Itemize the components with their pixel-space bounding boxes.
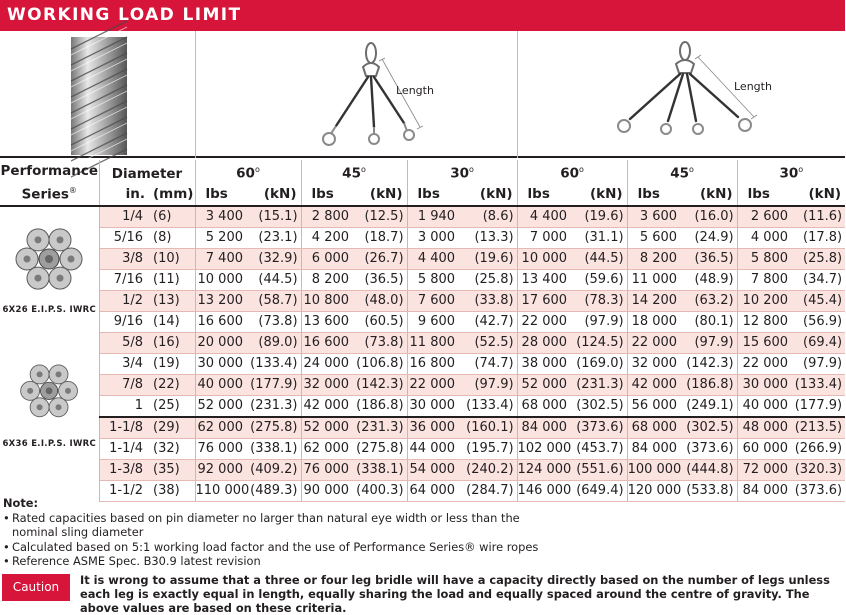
diameter-mm: (13) (149, 290, 195, 311)
table-row (0, 206, 845, 228)
table-row (0, 227, 845, 248)
table-row (0, 269, 845, 290)
load-lbs: 22 000 (737, 353, 794, 374)
load-kn: (33.8) (461, 290, 517, 311)
diameter-mm: (19) (149, 353, 195, 374)
kn-header: (kN) (355, 184, 407, 206)
load-lbs: 100 000 (627, 459, 683, 480)
load-lbs: 17 600 (517, 290, 573, 311)
table-row (0, 438, 845, 459)
load-kn: (195.7) (461, 438, 517, 459)
table-row (0, 417, 845, 439)
load-kn: (73.8) (355, 332, 407, 353)
load-lbs: 13 200 (195, 290, 249, 311)
notes-section (3, 496, 843, 569)
load-kn: (97.9) (794, 353, 845, 374)
load-kn: (74.7) (461, 353, 517, 374)
diameter-mm: (10) (149, 248, 195, 269)
load-kn: (36.5) (355, 269, 407, 290)
load-lbs: 90 000 (301, 480, 355, 501)
load-kn: (266.9) (794, 438, 845, 459)
load-lbs: 24 000 (301, 353, 355, 374)
load-kn: (45.4) (794, 290, 845, 311)
load-lbs: 48 000 (737, 417, 794, 439)
load-kn: (169.0) (573, 353, 627, 374)
four-leg-bridle-diagram (517, 31, 845, 158)
angle-header-30-three-leg: 30$^o$ (407, 160, 517, 184)
table-row (0, 353, 845, 374)
load-kn: (17.8) (794, 227, 845, 248)
wire-rope-image (0, 31, 195, 158)
lbs-header: lbs (195, 184, 249, 206)
load-lbs: 28 000 (517, 332, 573, 353)
kn-header: (kN) (461, 184, 517, 206)
load-kn: (19.6) (461, 248, 517, 269)
load-kn: (444.8) (683, 459, 737, 480)
load-lbs: 4 000 (737, 227, 794, 248)
diameter-mm: (8) (149, 227, 195, 248)
load-kn: (160.1) (461, 417, 517, 439)
load-kn: (25.8) (461, 269, 517, 290)
load-kn: (409.2) (249, 459, 301, 480)
inch-header: in. (99, 184, 149, 206)
load-kn: (44.5) (573, 248, 627, 269)
load-lbs: 3 000 (407, 227, 461, 248)
load-kn: (44.5) (249, 269, 301, 290)
load-lbs: 7 400 (195, 248, 249, 269)
load-lbs: 4 400 (407, 248, 461, 269)
load-lbs: 12 800 (737, 311, 794, 332)
table-body (0, 206, 845, 502)
diameter-inch: 5/8 (99, 332, 149, 353)
load-kn: (124.5) (573, 332, 627, 353)
table-row (0, 459, 845, 480)
load-lbs: 102 000 (517, 438, 573, 459)
load-lbs: 5 600 (627, 227, 683, 248)
diameter-inch: 1-1/2 (99, 480, 149, 501)
load-kn: (34.7) (794, 269, 845, 290)
performance-series-header: Performance Series® (0, 160, 99, 206)
load-kn: (25.8) (794, 248, 845, 269)
table-row (0, 332, 845, 353)
note-item: • Rated capacities based on pin diameter no larger than natural eye width or less than the nominal sling diameter (3, 511, 559, 540)
load-kn: (97.9) (461, 374, 517, 395)
load-lbs: 30 000 (737, 374, 794, 395)
table-row (0, 374, 845, 395)
load-kn: (69.4) (794, 332, 845, 353)
wire-rope-illustration (0, 31, 195, 158)
rope-type-label: 6X26 E.I.P.S. IWRC (2, 304, 97, 315)
load-lbs: 14 200 (627, 290, 683, 311)
rope-type-label: 6X36 E.I.P.S. IWRC (2, 439, 97, 449)
table-row (0, 290, 845, 311)
diameter-inch: 3/8 (99, 248, 149, 269)
load-kn: (533.8) (683, 480, 737, 501)
diameter-inch: 1-1/8 (99, 417, 149, 439)
load-lbs: 54 000 (407, 459, 461, 480)
caution-badge: Caution (2, 574, 70, 601)
lbs-header: lbs (737, 184, 794, 206)
diameter-mm: (22) (149, 374, 195, 395)
load-lbs: 10 800 (301, 290, 355, 311)
diameter-mm: (11) (149, 269, 195, 290)
load-lbs: 36 000 (407, 417, 461, 439)
load-kn: (63.2) (683, 290, 737, 311)
diameter-inch: 1 (99, 395, 149, 417)
rope-type-6x36 (0, 353, 99, 501)
load-lbs: 146 000 (517, 480, 573, 501)
load-kn: (275.8) (249, 417, 301, 439)
lbs-header: lbs (517, 184, 573, 206)
load-lbs: 18 000 (627, 311, 683, 332)
load-kn: (231.3) (249, 395, 301, 417)
angle-header-45-four-leg: 45$^o$ (627, 160, 737, 184)
load-kn: (13.3) (461, 227, 517, 248)
load-lbs: 9 600 (407, 311, 461, 332)
load-kn: (24.9) (683, 227, 737, 248)
three-leg-bridle-diagram (195, 31, 517, 158)
load-lbs: 5 800 (737, 248, 794, 269)
angle-header-30-four-leg: 30$^o$ (737, 160, 845, 184)
load-kn: (142.3) (683, 353, 737, 374)
diameter-header: Diameter (111, 165, 183, 182)
load-lbs: 32 000 (627, 353, 683, 374)
diameter-mm: (38) (149, 480, 195, 501)
table-header-row-2 (0, 184, 845, 206)
caution-row (0, 572, 845, 615)
kn-header: (kN) (249, 184, 301, 206)
load-lbs: 2 600 (737, 206, 794, 228)
diameter-mm: (25) (149, 395, 195, 417)
load-kn: (52.5) (461, 332, 517, 353)
load-kn: (240.2) (461, 459, 517, 480)
load-kn: (338.1) (355, 459, 407, 480)
load-kn: (19.6) (573, 206, 627, 228)
load-lbs: 76 000 (301, 459, 355, 480)
load-kn: (373.6) (573, 417, 627, 439)
load-lbs: 40 000 (195, 374, 249, 395)
lbs-header: lbs (407, 184, 461, 206)
lbs-header: lbs (627, 184, 683, 206)
load-kn: (23.1) (249, 227, 301, 248)
load-kn: (453.7) (573, 438, 627, 459)
load-kn: (56.9) (794, 311, 845, 332)
load-lbs: 15 600 (737, 332, 794, 353)
notes-heading: Note: (3, 496, 39, 510)
rope-cross-section-icon (0, 207, 99, 293)
load-kn: (16.0) (683, 206, 737, 228)
load-kn: (59.6) (573, 269, 627, 290)
diameter-mm: (16) (149, 332, 195, 353)
load-lbs: 7 600 (407, 290, 461, 311)
sling-diagrams (0, 31, 845, 158)
load-lbs: 84 000 (627, 438, 683, 459)
load-kn: (373.6) (794, 480, 845, 501)
load-kn: (12.5) (355, 206, 407, 228)
load-kn: (338.1) (249, 438, 301, 459)
load-lbs: 40 000 (737, 395, 794, 417)
load-lbs: 62 000 (195, 417, 249, 439)
load-lbs: 62 000 (301, 438, 355, 459)
load-kn: (373.6) (683, 438, 737, 459)
lbs-header: lbs (301, 184, 355, 206)
rope-type-6x26 (0, 206, 99, 354)
load-lbs: 10 200 (737, 290, 794, 311)
load-lbs: 22 000 (627, 332, 683, 353)
note-item: • Calculated based on 5:1 working load factor and the use of Performance Series® wire ropes (3, 540, 843, 555)
notes-list (3, 511, 843, 569)
length-label-four-leg: Length (734, 80, 772, 93)
load-lbs: 16 800 (407, 353, 461, 374)
load-kn: (186.8) (355, 395, 407, 417)
rope-cross-section-icon (0, 353, 99, 427)
length-label-three-leg: Length (396, 84, 434, 97)
load-kn: (8.6) (461, 206, 517, 228)
diameter-mm: (32) (149, 438, 195, 459)
table-header-row-1 (0, 160, 845, 184)
load-lbs: 4 400 (517, 206, 573, 228)
kn-header: (kN) (573, 184, 627, 206)
load-lbs: 3 400 (195, 206, 249, 228)
load-kn: (213.5) (794, 417, 845, 439)
load-kn: (649.4) (573, 480, 627, 501)
load-lbs: 32 000 (301, 374, 355, 395)
load-kn: (177.9) (794, 395, 845, 417)
load-kn: (284.7) (461, 480, 517, 501)
load-lbs: 52 000 (517, 374, 573, 395)
load-lbs: 22 000 (517, 311, 573, 332)
note-item: • Reference ASME Spec. B30.9 latest revision (3, 554, 843, 569)
load-lbs: 76 000 (195, 438, 249, 459)
diameter-inch: 1/2 (99, 290, 149, 311)
angle-header-45-three-leg: 45$^o$ (301, 160, 407, 184)
diameter-inch: 7/8 (99, 374, 149, 395)
diameter-inch: 1-3/8 (99, 459, 149, 480)
load-kn: (133.4) (794, 374, 845, 395)
diameter-inch: 7/16 (99, 269, 149, 290)
load-kn: (26.7) (355, 248, 407, 269)
load-lbs: 5 800 (407, 269, 461, 290)
load-kn: (231.3) (355, 417, 407, 439)
load-kn: (18.7) (355, 227, 407, 248)
load-kn: (48.0) (355, 290, 407, 311)
load-lbs: 13 400 (517, 269, 573, 290)
load-kn: (186.8) (683, 374, 737, 395)
load-kn: (97.9) (683, 332, 737, 353)
load-kn: (400.3) (355, 480, 407, 501)
load-kn: (60.5) (355, 311, 407, 332)
load-kn: (48.9) (683, 269, 737, 290)
load-kn: (78.3) (573, 290, 627, 311)
diameter-inch: 5/16 (99, 227, 149, 248)
load-kn: (31.1) (573, 227, 627, 248)
load-lbs: 42 000 (301, 395, 355, 417)
load-lbs: 8 200 (627, 248, 683, 269)
load-lbs: 22 000 (407, 374, 461, 395)
load-lbs: 16 600 (301, 332, 355, 353)
load-kn: (302.5) (683, 417, 737, 439)
load-lbs: 120 000 (627, 480, 683, 501)
load-lbs: 6 000 (301, 248, 355, 269)
load-lbs: 13 600 (301, 311, 355, 332)
load-lbs: 44 000 (407, 438, 461, 459)
load-kn: (275.8) (355, 438, 407, 459)
diameter-inch: 3/4 (99, 353, 149, 374)
load-lbs: 4 200 (301, 227, 355, 248)
load-kn: (80.1) (683, 311, 737, 332)
load-lbs: 84 000 (737, 480, 794, 501)
load-lbs: 11 800 (407, 332, 461, 353)
load-kn: (42.7) (461, 311, 517, 332)
load-lbs: 5 200 (195, 227, 249, 248)
load-kn: (142.3) (355, 374, 407, 395)
load-lbs: 52 000 (301, 417, 355, 439)
load-lbs: 30 000 (407, 395, 461, 417)
load-kn: (32.9) (249, 248, 301, 269)
load-lbs: 16 600 (195, 311, 249, 332)
load-lbs: 92 000 (195, 459, 249, 480)
load-lbs: 30 000 (195, 353, 249, 374)
load-kn: (177.9) (249, 374, 301, 395)
load-lbs: 68 000 (517, 395, 573, 417)
load-kn: (249.1) (683, 395, 737, 417)
diameter-mm: (35) (149, 459, 195, 480)
load-lbs: 11 000 (627, 269, 683, 290)
load-lbs: 84 000 (517, 417, 573, 439)
kn-header: (kN) (683, 184, 737, 206)
table-row (0, 311, 845, 332)
load-kn: (73.8) (249, 311, 301, 332)
load-lbs: 60 000 (737, 438, 794, 459)
mm-header: (mm) (149, 184, 195, 206)
angle-header-60-three-leg: 60$^o$ (195, 160, 301, 184)
load-lbs: 110 000 (195, 480, 249, 501)
load-lbs: 42 000 (627, 374, 683, 395)
load-lbs: 52 000 (195, 395, 249, 417)
load-kn: (489.3) (249, 480, 301, 501)
load-kn: (302.5) (573, 395, 627, 417)
diameter-mm: (14) (149, 311, 195, 332)
table-row (0, 248, 845, 269)
diameter-inch: 1-1/4 (99, 438, 149, 459)
load-kn: (97.9) (573, 311, 627, 332)
load-kn: (36.5) (683, 248, 737, 269)
diameter-inch: 1/4 (99, 206, 149, 228)
load-kn: (89.0) (249, 332, 301, 353)
load-kn: (320.3) (794, 459, 845, 480)
diameter-mm: (29) (149, 417, 195, 439)
load-kn: (106.8) (355, 353, 407, 374)
load-lbs: 2 800 (301, 206, 355, 228)
load-kn: (133.4) (461, 395, 517, 417)
angle-header-60-four-leg: 60$^o$ (517, 160, 627, 184)
load-lbs: 10 000 (195, 269, 249, 290)
load-kn: (15.1) (249, 206, 301, 228)
caution-text: It is wrong to assume that a three or four leg bridle will have a capacity directly based on the number of legs unless each leg is exactly equal in length, equally sharing the load and equally spaced around the centre of gravity. The above values are based on these criteria. (80, 573, 830, 615)
load-lbs: 7 000 (517, 227, 573, 248)
load-lbs: 68 000 (627, 417, 683, 439)
load-kn: (133.4) (249, 353, 301, 374)
load-lbs: 10 000 (517, 248, 573, 269)
table-row (0, 395, 845, 417)
load-lbs: 20 000 (195, 332, 249, 353)
load-lbs: 3 600 (627, 206, 683, 228)
load-lbs: 8 200 (301, 269, 355, 290)
kn-header: (kN) (794, 184, 845, 206)
load-lbs: 56 000 (627, 395, 683, 417)
load-lbs: 72 000 (737, 459, 794, 480)
working-load-limit-table (0, 160, 845, 502)
diameter-inch: 9/16 (99, 311, 149, 332)
load-kn: (58.7) (249, 290, 301, 311)
load-kn: (11.6) (794, 206, 845, 228)
page-title: WORKING LOAD LIMIT (0, 0, 845, 31)
load-kn: (551.6) (573, 459, 627, 480)
load-lbs: 7 800 (737, 269, 794, 290)
load-lbs: 64 000 (407, 480, 461, 501)
diameter-mm: (6) (149, 206, 195, 228)
load-lbs: 38 000 (517, 353, 573, 374)
load-lbs: 1 940 (407, 206, 461, 228)
load-kn: (231.3) (573, 374, 627, 395)
load-lbs: 124 000 (517, 459, 573, 480)
